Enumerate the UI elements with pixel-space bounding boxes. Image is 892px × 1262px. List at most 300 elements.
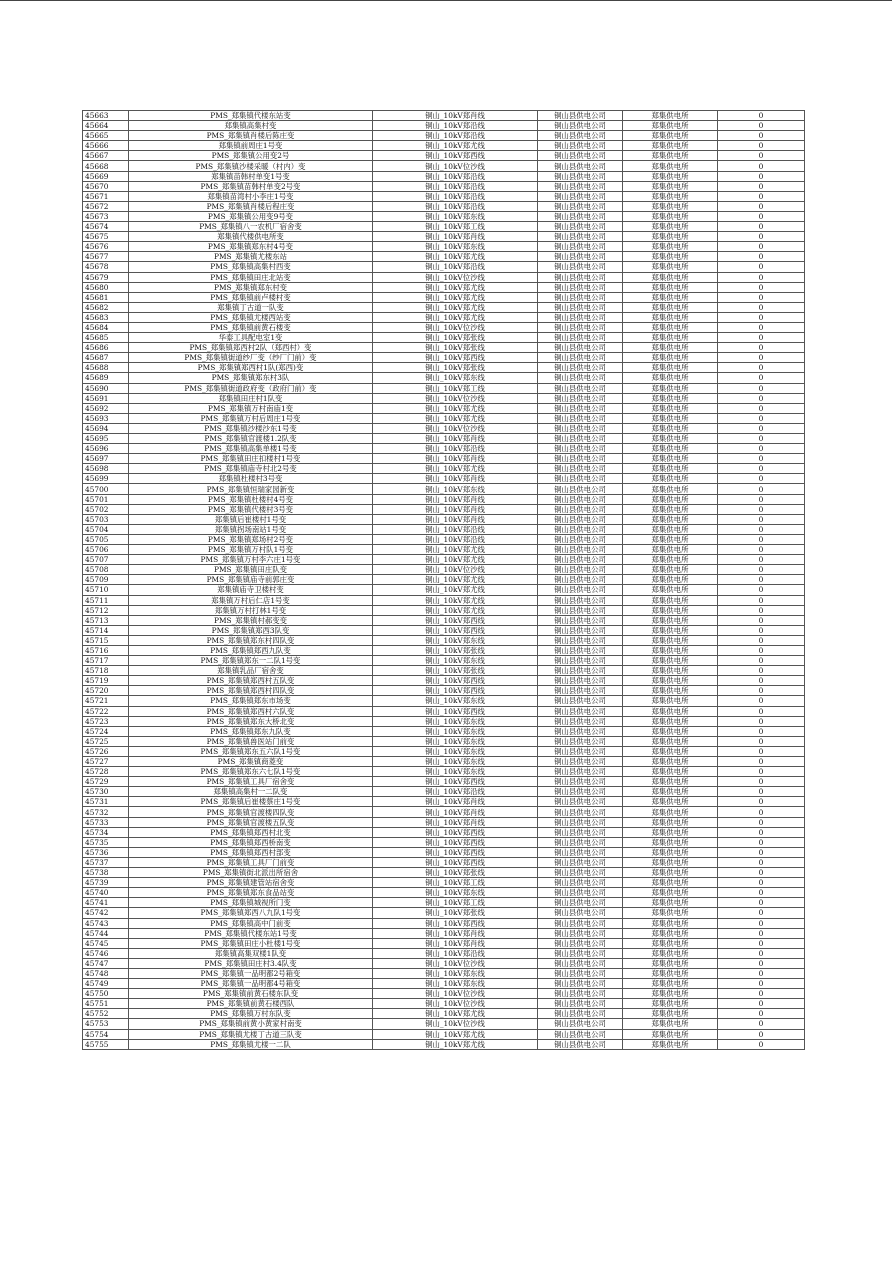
- feeder-line-cell: 铜山_10kV郑尤线: [373, 252, 538, 262]
- row-id-cell: 45675: [83, 232, 129, 242]
- station-cell: 郑集供电所: [623, 948, 718, 958]
- table-row: [83, 787, 805, 797]
- company-cell: 铜山县供电公司: [538, 444, 623, 454]
- row-id-cell: 45685: [83, 333, 129, 343]
- table-row: [83, 524, 805, 534]
- feeder-line-cell: 铜山_10kV位沙线: [373, 989, 538, 999]
- value-cell: 0: [718, 656, 805, 666]
- row-id-cell: 45671: [83, 191, 129, 201]
- value-cell: 0: [718, 121, 805, 131]
- table-row: [83, 534, 805, 544]
- company-cell: 铜山县供电公司: [538, 474, 623, 484]
- row-id-cell: 45691: [83, 393, 129, 403]
- row-id-cell: 45678: [83, 262, 129, 272]
- company-cell: 铜山县供电公司: [538, 222, 623, 232]
- company-cell: 铜山县供电公司: [538, 232, 623, 242]
- transformer-name-cell: PMS_郑集镇前卢楼村变: [129, 292, 373, 302]
- company-cell: 铜山县供电公司: [538, 201, 623, 211]
- station-cell: 郑集供电所: [623, 282, 718, 292]
- value-cell: 0: [718, 928, 805, 938]
- table-row: [83, 363, 805, 373]
- transformer-name-cell: PMS_郑集镇工具厂宿舍变: [129, 777, 373, 787]
- value-cell: 0: [718, 837, 805, 847]
- station-cell: 郑集供电所: [623, 413, 718, 423]
- table-row: [83, 767, 805, 777]
- table-row: [83, 696, 805, 706]
- feeder-line-cell: 铜山_10kV郑尤线: [373, 1009, 538, 1019]
- table-row: [83, 817, 805, 827]
- feeder-line-cell: 铜山_10kV郑东线: [373, 767, 538, 777]
- value-cell: 0: [718, 504, 805, 514]
- feeder-line-cell: 铜山_10kV郑西线: [373, 686, 538, 696]
- transformer-name-cell: PMS_郑集镇代楼东站1号变: [129, 928, 373, 938]
- feeder-line-cell: 铜山_10kV郑东线: [373, 757, 538, 767]
- row-id-cell: 45670: [83, 181, 129, 191]
- value-cell: 0: [718, 898, 805, 908]
- company-cell: 铜山县供电公司: [538, 393, 623, 403]
- row-id-cell: 45736: [83, 847, 129, 857]
- table-row: [83, 948, 805, 958]
- transformer-name-cell: PMS_郑集镇前黄小黄家村南变: [129, 1019, 373, 1029]
- feeder-line-cell: 铜山_10kV郑肖线: [373, 232, 538, 242]
- transformer-name-cell: PMS_郑集镇万村李六庄1号变: [129, 555, 373, 565]
- transformer-name-cell: PMS_郑集镇杜楼村4号变: [129, 494, 373, 504]
- company-cell: 铜山县供电公司: [538, 272, 623, 282]
- table-row: [83, 716, 805, 726]
- row-id-cell: 45701: [83, 494, 129, 504]
- row-id-cell: 45696: [83, 444, 129, 454]
- transformer-name-cell: PMS_郑集镇郑西九队变: [129, 645, 373, 655]
- company-cell: 铜山县供电公司: [538, 555, 623, 565]
- company-cell: 铜山县供电公司: [538, 797, 623, 807]
- transformer-name-cell: PMS_郑集镇郑西村五队变: [129, 676, 373, 686]
- feeder-line-cell: 铜山_10kV郑西线: [373, 777, 538, 787]
- transformer-name-cell: PMS_郑集镇一品明都4号箱变: [129, 979, 373, 989]
- value-cell: 0: [718, 302, 805, 312]
- row-id-cell: 45750: [83, 989, 129, 999]
- feeder-line-cell: 铜山_10kV郑西线: [373, 918, 538, 928]
- row-id-cell: 45737: [83, 857, 129, 867]
- row-id-cell: 45741: [83, 898, 129, 908]
- feeder-line-cell: 铜山_10kV郑西线: [373, 676, 538, 686]
- table-row: [83, 181, 805, 191]
- transformer-name-cell: 郑集镇杜楼村3号变: [129, 474, 373, 484]
- feeder-line-cell: 铜山_10kV郑西线: [373, 857, 538, 867]
- value-cell: 0: [718, 252, 805, 262]
- transformer-name-cell: PMS_郑集镇郑西村2队（郑西村）变: [129, 343, 373, 353]
- transformer-name-cell: PMS_郑集镇郑西村部变: [129, 847, 373, 857]
- row-id-cell: 45742: [83, 908, 129, 918]
- row-id-cell: 45682: [83, 302, 129, 312]
- value-cell: 0: [718, 666, 805, 676]
- row-id-cell: 45693: [83, 413, 129, 423]
- company-cell: 铜山县供电公司: [538, 1019, 623, 1029]
- table-row: [83, 373, 805, 383]
- row-id-cell: 45688: [83, 363, 129, 373]
- row-id-cell: 45729: [83, 777, 129, 787]
- table-row: [83, 958, 805, 968]
- feeder-line-cell: 铜山_10kV位沙线: [373, 958, 538, 968]
- company-cell: 铜山县供电公司: [538, 726, 623, 736]
- table-row: [83, 676, 805, 686]
- station-cell: 郑集供电所: [623, 141, 718, 151]
- station-cell: 郑集供电所: [623, 827, 718, 837]
- station-cell: 郑集供电所: [623, 302, 718, 312]
- station-cell: 郑集供电所: [623, 928, 718, 938]
- station-cell: 郑集供电所: [623, 817, 718, 827]
- feeder-line-cell: 铜山_10kV郑西线: [373, 353, 538, 363]
- company-cell: 铜山县供电公司: [538, 736, 623, 746]
- feeder-line-cell: 铜山_10kV郑肖线: [373, 938, 538, 948]
- transformer-name-cell: PMS_郑集镇尤楼西站变: [129, 312, 373, 322]
- table-row: [83, 847, 805, 857]
- company-cell: 铜山县供电公司: [538, 908, 623, 918]
- value-cell: 0: [718, 322, 805, 332]
- table-row: [83, 121, 805, 131]
- row-id-cell: 45721: [83, 696, 129, 706]
- row-id-cell: 45725: [83, 736, 129, 746]
- station-cell: 郑集供电所: [623, 504, 718, 514]
- company-cell: 铜山县供电公司: [538, 807, 623, 817]
- value-cell: 0: [718, 534, 805, 544]
- table-row: [83, 171, 805, 181]
- transformer-name-cell: 郑集镇高集双楼1队变: [129, 948, 373, 958]
- station-cell: 郑集供电所: [623, 736, 718, 746]
- feeder-line-cell: 铜山_10kV郑工线: [373, 383, 538, 393]
- row-id-cell: 45751: [83, 999, 129, 1009]
- table-row: [83, 131, 805, 141]
- station-cell: 郑集供电所: [623, 222, 718, 232]
- table-row: [83, 141, 805, 151]
- transformer-name-cell: PMS_郑集镇建管站宿舍变: [129, 878, 373, 888]
- row-id-cell: 45755: [83, 1039, 129, 1049]
- table-row: [83, 888, 805, 898]
- transformer-name-cell: PMS_郑集镇公用变2号: [129, 151, 373, 161]
- station-cell: 郑集供电所: [623, 1019, 718, 1029]
- row-id-cell: 45710: [83, 585, 129, 595]
- value-cell: 0: [718, 524, 805, 534]
- company-cell: 铜山县供电公司: [538, 242, 623, 252]
- row-id-cell: 45704: [83, 524, 129, 534]
- row-id-cell: 45705: [83, 534, 129, 544]
- value-cell: 0: [718, 191, 805, 201]
- transformer-name-cell: PMS_郑集镇沙楼采暖（村内）变: [129, 161, 373, 171]
- station-cell: 郑集供电所: [623, 252, 718, 262]
- transformer-name-cell: PMS_郑集镇高集单楼1号变: [129, 444, 373, 454]
- station-cell: 郑集供电所: [623, 666, 718, 676]
- row-id-cell: 45754: [83, 1029, 129, 1039]
- table-row: [83, 454, 805, 464]
- value-cell: 0: [718, 333, 805, 343]
- transformer-name-cell: PMS_郑集镇万村队1号变: [129, 545, 373, 555]
- feeder-line-cell: 铜山_10kV郑东线: [373, 242, 538, 252]
- transformer-name-cell: 郑集镇丁古道一队变: [129, 302, 373, 312]
- table-row: [83, 736, 805, 746]
- value-cell: 0: [718, 797, 805, 807]
- company-cell: 铜山县供电公司: [538, 868, 623, 878]
- company-cell: 铜山县供电公司: [538, 656, 623, 666]
- company-cell: 铜山县供电公司: [538, 312, 623, 322]
- transformer-name-cell: PMS_郑集镇高集村西变: [129, 262, 373, 272]
- value-cell: 0: [718, 575, 805, 585]
- value-cell: 0: [718, 141, 805, 151]
- value-cell: 0: [718, 777, 805, 787]
- value-cell: 0: [718, 494, 805, 504]
- transformer-name-cell: PMS_郑集镇街道政府变（政府门前）变: [129, 383, 373, 393]
- station-cell: 郑集供电所: [623, 545, 718, 555]
- station-cell: 郑集供电所: [623, 918, 718, 928]
- table-row: [83, 1019, 805, 1029]
- feeder-line-cell: 铜山_10kV郑尤线: [373, 312, 538, 322]
- table-row: [83, 918, 805, 928]
- transformer-name-cell: PMS_郑集镇郑东村4号变: [129, 242, 373, 252]
- value-cell: 0: [718, 807, 805, 817]
- table-row: [83, 585, 805, 595]
- table-row: [83, 645, 805, 655]
- company-cell: 铜山县供电公司: [538, 373, 623, 383]
- company-cell: 铜山县供电公司: [538, 716, 623, 726]
- feeder-line-cell: 铜山_10kV郑沿线: [373, 444, 538, 454]
- table-row: [83, 262, 805, 272]
- table-row: [83, 201, 805, 211]
- transformer-name-cell: 郑集镇万村打林1号变: [129, 605, 373, 615]
- station-cell: 郑集供电所: [623, 1029, 718, 1039]
- value-cell: 0: [718, 605, 805, 615]
- company-cell: 铜山县供电公司: [538, 757, 623, 767]
- row-id-cell: 45727: [83, 757, 129, 767]
- feeder-line-cell: 铜山_10kV郑张线: [373, 666, 538, 676]
- transformer-name-cell: PMS_郑集镇尤楼丁古道三队变: [129, 1029, 373, 1039]
- table-row: [83, 464, 805, 474]
- row-id-cell: 45663: [83, 111, 129, 121]
- table-row: [83, 252, 805, 262]
- page-top-rule: [0, 0, 892, 1]
- table-row: [83, 161, 805, 171]
- station-cell: 郑集供电所: [623, 807, 718, 817]
- table-row: [83, 272, 805, 282]
- table-row: [83, 292, 805, 302]
- station-cell: 郑集供电所: [623, 151, 718, 161]
- row-id-cell: 45681: [83, 292, 129, 302]
- value-cell: 0: [718, 817, 805, 827]
- table-row: [83, 827, 805, 837]
- company-cell: 铜山县供电公司: [538, 383, 623, 393]
- company-cell: 铜山县供电公司: [538, 545, 623, 555]
- feeder-line-cell: 铜山_10kV郑东线: [373, 979, 538, 989]
- feeder-line-cell: 铜山_10kV郑沿线: [373, 787, 538, 797]
- table-row: [83, 898, 805, 908]
- table-row: [83, 111, 805, 121]
- station-cell: 郑集供电所: [623, 534, 718, 544]
- feeder-line-cell: 铜山_10kV位沙线: [373, 565, 538, 575]
- feeder-line-cell: 铜山_10kV郑尤线: [373, 141, 538, 151]
- station-cell: 郑集供电所: [623, 1009, 718, 1019]
- feeder-line-cell: 铜山_10kV位沙线: [373, 322, 538, 332]
- station-cell: 郑集供电所: [623, 403, 718, 413]
- table-row: [83, 1029, 805, 1039]
- station-cell: 郑集供电所: [623, 555, 718, 565]
- value-cell: 0: [718, 1019, 805, 1029]
- company-cell: 铜山县供电公司: [538, 958, 623, 968]
- feeder-line-cell: 铜山_10kV郑沿线: [373, 262, 538, 272]
- company-cell: 铜山县供电公司: [538, 211, 623, 221]
- transformer-name-cell: PMS_郑集镇田庄扣楼村1号变: [129, 454, 373, 464]
- company-cell: 铜山县供电公司: [538, 827, 623, 837]
- row-id-cell: 45724: [83, 726, 129, 736]
- value-cell: 0: [718, 746, 805, 756]
- row-id-cell: 45683: [83, 312, 129, 322]
- feeder-line-cell: 铜山_10kV郑沿线: [373, 121, 538, 131]
- station-cell: 郑集供电所: [623, 242, 718, 252]
- table-row: [83, 757, 805, 767]
- table-row: [83, 423, 805, 433]
- station-cell: 郑集供电所: [623, 514, 718, 524]
- company-cell: 铜山县供电公司: [538, 191, 623, 201]
- row-id-cell: 45718: [83, 666, 129, 676]
- table-row: [83, 1039, 805, 1049]
- company-cell: 铜山县供电公司: [538, 686, 623, 696]
- company-cell: 铜山县供电公司: [538, 787, 623, 797]
- value-cell: 0: [718, 645, 805, 655]
- value-cell: 0: [718, 201, 805, 211]
- table-row: [83, 343, 805, 353]
- feeder-line-cell: 铜山_10kV郑尤线: [373, 605, 538, 615]
- value-cell: 0: [718, 383, 805, 393]
- transformer-name-cell: PMS_郑集镇郑东一二队1号变: [129, 656, 373, 666]
- value-cell: 0: [718, 676, 805, 686]
- row-id-cell: 45719: [83, 676, 129, 686]
- station-cell: 郑集供电所: [623, 968, 718, 978]
- table-row: [83, 968, 805, 978]
- transformer-name-cell: PMS_郑集镇郑西村四队变: [129, 686, 373, 696]
- row-id-cell: 45744: [83, 928, 129, 938]
- station-cell: 郑集供电所: [623, 454, 718, 464]
- value-cell: 0: [718, 363, 805, 373]
- row-id-cell: 45707: [83, 555, 129, 565]
- table-row: [83, 353, 805, 363]
- company-cell: 铜山县供电公司: [538, 817, 623, 827]
- transformer-name-cell: PMS_郑集镇公用变9号变: [129, 211, 373, 221]
- company-cell: 铜山县供电公司: [538, 989, 623, 999]
- feeder-line-cell: 铜山_10kV郑张线: [373, 645, 538, 655]
- feeder-line-cell: 铜山_10kV郑肖线: [373, 514, 538, 524]
- transformer-name-cell: PMS_郑集镇郑东村3队: [129, 373, 373, 383]
- station-cell: 郑集供电所: [623, 645, 718, 655]
- station-cell: 郑集供电所: [623, 524, 718, 534]
- table-row: [83, 504, 805, 514]
- feeder-line-cell: 铜山_10kV郑尤线: [373, 292, 538, 302]
- row-id-cell: 45669: [83, 171, 129, 181]
- row-id-cell: 45712: [83, 605, 129, 615]
- company-cell: 铜山县供电公司: [538, 333, 623, 343]
- value-cell: 0: [718, 696, 805, 706]
- transformer-name-cell: 郑集镇万村后仁店1号变: [129, 595, 373, 605]
- company-cell: 铜山县供电公司: [538, 514, 623, 524]
- company-cell: 铜山县供电公司: [538, 676, 623, 686]
- row-id-cell: 45676: [83, 242, 129, 252]
- company-cell: 铜山县供电公司: [538, 575, 623, 585]
- feeder-line-cell: 铜山_10kV郑西线: [373, 625, 538, 635]
- feeder-line-cell: 铜山_10kV郑尤线: [373, 413, 538, 423]
- station-cell: 郑集供电所: [623, 595, 718, 605]
- table-row: [83, 656, 805, 666]
- feeder-line-cell: 铜山_10kV郑张线: [373, 343, 538, 353]
- transformer-name-cell: PMS_郑集镇万村南庙1变: [129, 403, 373, 413]
- table-row: [83, 938, 805, 948]
- value-cell: 0: [718, 999, 805, 1009]
- station-cell: 郑集供电所: [623, 908, 718, 918]
- station-cell: 郑集供电所: [623, 787, 718, 797]
- value-cell: 0: [718, 686, 805, 696]
- table-row: [83, 191, 805, 201]
- feeder-line-cell: 铜山_10kV位沙线: [373, 393, 538, 403]
- station-cell: 郑集供电所: [623, 1039, 718, 1049]
- transformer-name-cell: PMS_郑集镇庙寺村北2号变: [129, 464, 373, 474]
- company-cell: 铜山县供电公司: [538, 322, 623, 332]
- company-cell: 铜山县供电公司: [538, 565, 623, 575]
- value-cell: 0: [718, 757, 805, 767]
- company-cell: 铜山县供电公司: [538, 131, 623, 141]
- feeder-line-cell: 铜山_10kV郑东线: [373, 716, 538, 726]
- transformer-name-cell: PMS_郑集镇尤楼一二队: [129, 1039, 373, 1049]
- table-row: [83, 797, 805, 807]
- feeder-line-cell: 铜山_10kV郑工线: [373, 898, 538, 908]
- feeder-line-cell: 铜山_10kV郑肖线: [373, 111, 538, 121]
- value-cell: 0: [718, 706, 805, 716]
- company-cell: 铜山县供电公司: [538, 888, 623, 898]
- feeder-line-cell: 铜山_10kV郑尤线: [373, 595, 538, 605]
- value-cell: 0: [718, 938, 805, 948]
- table-row: [83, 666, 805, 676]
- feeder-line-cell: 铜山_10kV郑工线: [373, 222, 538, 232]
- value-cell: 0: [718, 151, 805, 161]
- transformer-name-cell: 郑集镇前周庄1号变: [129, 141, 373, 151]
- transformer-name-cell: PMS_郑集镇田庄村3.4队变: [129, 958, 373, 968]
- station-cell: 郑集供电所: [623, 696, 718, 706]
- row-id-cell: 45666: [83, 141, 129, 151]
- table-row: [83, 151, 805, 161]
- feeder-line-cell: 铜山_10kV位沙线: [373, 161, 538, 171]
- station-cell: 郑集供电所: [623, 979, 718, 989]
- transformer-name-cell: PMS_郑集镇万村后周庄1号变: [129, 413, 373, 423]
- feeder-line-cell: 铜山_10kV郑肖线: [373, 797, 538, 807]
- value-cell: 0: [718, 787, 805, 797]
- row-id-cell: 45730: [83, 787, 129, 797]
- company-cell: 铜山县供电公司: [538, 605, 623, 615]
- transformer-name-cell: PMS_郑集镇万村东队变: [129, 1009, 373, 1019]
- value-cell: 0: [718, 908, 805, 918]
- value-cell: 0: [718, 222, 805, 232]
- company-cell: 铜山县供电公司: [538, 534, 623, 544]
- row-id-cell: 45713: [83, 615, 129, 625]
- value-cell: 0: [718, 171, 805, 181]
- station-cell: 郑集供电所: [623, 888, 718, 898]
- station-cell: 郑集供电所: [623, 171, 718, 181]
- table-row: [83, 484, 805, 494]
- row-id-cell: 45749: [83, 979, 129, 989]
- table-row: [83, 494, 805, 504]
- transformer-name-cell: PMS_郑集镇郑东市场变: [129, 696, 373, 706]
- value-cell: 0: [718, 423, 805, 433]
- row-id-cell: 45703: [83, 514, 129, 524]
- transformer-name-cell: PMS_郑集镇官渡楼1.2队变: [129, 434, 373, 444]
- row-id-cell: 45667: [83, 151, 129, 161]
- feeder-line-cell: 铜山_10kV郑尤线: [373, 585, 538, 595]
- feeder-line-cell: 铜山_10kV郑张线: [373, 908, 538, 918]
- feeder-line-cell: 铜山_10kV郑肖线: [373, 454, 538, 464]
- feeder-line-cell: 铜山_10kV郑东线: [373, 888, 538, 898]
- value-cell: 0: [718, 716, 805, 726]
